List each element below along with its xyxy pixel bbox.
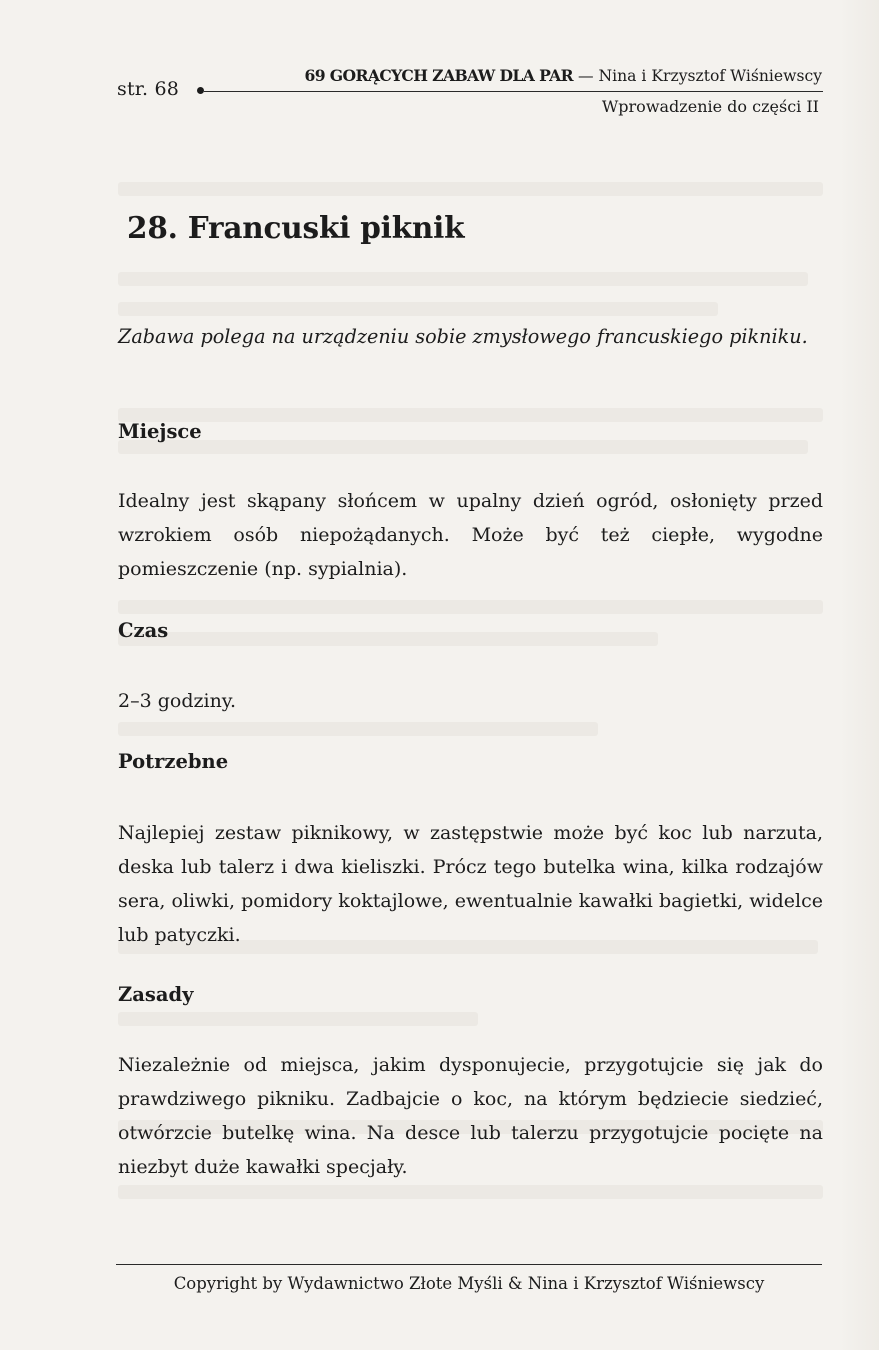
section-subtitle: Wprowadzenie do części II (601, 97, 819, 116)
book-title: 69 GORĄCYCH ZABAW DLA PAR (304, 66, 573, 85)
section-text-miejsce: Idealny jest skąpany słońcem w upalny dzień ogród, osłonięty przed wzrokiem osób niepożądanych. Może być też ciepłe, wygodne pomieszczenie (np. sypialnia). (118, 490, 823, 580)
section-heading-zasady: Zasady (118, 983, 194, 1006)
header-bullet (197, 87, 204, 94)
section-heading-miejsce: Miejsce (118, 420, 202, 443)
section-text-potrzebne: Najlepiej zestaw piknikowy, w zastępstwie może być koc lub narzuta, deska lub talerz i dwa kieliszki. Prócz tego butelka wina, kilka rodzajów sera, oliwki, pomidory koktajlowe, ewentualnie kawałki bagietki, widelce lub patyczki. (118, 822, 823, 946)
section-heading-czas: Czas (118, 619, 169, 642)
footer-divider (116, 1264, 822, 1265)
section-text-czas: 2–3 godziny. (118, 690, 237, 712)
chapter-intro: Zabawa polega na urządzeniu sobie zmysłowego francuskiego pikniku. (118, 325, 808, 348)
authors: Nina i Krzysztof Wiśniewscy (598, 67, 822, 85)
page-number: str. 68 (117, 78, 180, 100)
copyright-footer: Copyright by Wydawnictwo Złote Myśli & Nina i Krzysztof Wiśniewscy (173, 1274, 765, 1293)
header-divider (204, 91, 823, 92)
header-separator: — (572, 67, 599, 85)
section-text-zasady: Niezależnie od miejsca, jakim dysponujecie, przygotujcie się jak do prawdziwego pikniku. Zadbajcie o koc, na którym będziecie siedzieć, otwórzcie butelkę wina. Na desce lub talerzu przygotujcie pocięte na niezbyt duże kawałki specjały. (118, 1054, 823, 1178)
section-heading-potrzebne: Potrzebne (118, 750, 229, 773)
running-header (304, 66, 822, 85)
chapter-title: 28. Francuski piknik (127, 210, 465, 245)
page-edge-shadow (839, 0, 879, 1350)
